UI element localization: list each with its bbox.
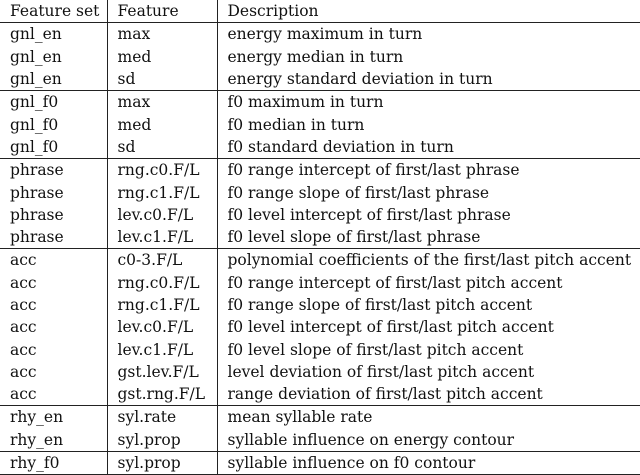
cell-feature-set: gnl_f0	[0, 136, 107, 159]
cell-description: f0 median in turn	[227, 115, 365, 134]
cell-description: f0 level intercept of first/last pitch accent	[227, 318, 554, 337]
cell-feature: gst.rng.F/L	[107, 383, 217, 406]
cell-description: range deviation of first/last pitch accent	[227, 385, 543, 404]
cell-description: polynomial coefficients of the first/last pitch accent	[217, 249, 640, 272]
table-row	[0, 136, 640, 159]
table-row	[0, 181, 640, 203]
cell-description: syllable influence on f0 contour	[217, 451, 640, 474]
cell-feature: syl.prop	[107, 429, 217, 452]
cell-feature-set: acc	[0, 361, 107, 383]
cell-feature-set: phrase	[0, 226, 107, 249]
cell-feature-set: gnl_f0	[0, 113, 107, 135]
cell-description: f0 range slope of first/last phrase	[227, 183, 490, 202]
cell-feature: lev.c0.F/L	[107, 316, 217, 338]
cell-feature-set: gnl_en	[0, 23, 107, 46]
table-row	[0, 316, 640, 338]
table-body	[0, 23, 640, 475]
cell-description: energy median in turn	[227, 47, 404, 66]
cell-feature-set: gnl_en	[0, 68, 107, 91]
cell-feature-set: acc	[0, 272, 107, 294]
table-row	[0, 451, 640, 474]
cell-feature: lev.c1.F/L	[107, 226, 217, 249]
table-row	[0, 249, 640, 272]
table-row	[0, 68, 640, 91]
cell-feature-set: acc	[0, 383, 107, 406]
cell-feature-set: acc	[0, 249, 107, 272]
cell-feature-set: gnl_en	[0, 46, 107, 68]
cell-feature-set: phrase	[0, 181, 107, 203]
cell-description: mean syllable rate	[217, 406, 640, 429]
cell-description: energy maximum in turn	[227, 25, 423, 44]
cell-description: f0 level slope of first/last phrase	[227, 228, 481, 247]
table-row	[0, 46, 640, 68]
cell-description: f0 level intercept of first/last phrase	[227, 205, 511, 224]
cell-description: f0 level slope of first/last pitch accent	[227, 340, 524, 359]
cell-description: f0 range slope of first/last pitch accent	[227, 296, 533, 314]
cell-feature-set: rhy_f0	[0, 451, 107, 474]
table-row	[0, 204, 640, 226]
cell-feature: med	[107, 46, 217, 68]
cell-feature-set: rhy_en	[0, 429, 107, 452]
cell-description: syllable influence on energy contour	[227, 430, 515, 449]
cell-description: f0 maximum in turn	[217, 91, 640, 114]
cell-feature: c0-3.F/L	[107, 249, 217, 272]
table-row	[0, 294, 640, 316]
cell-feature-set: acc	[0, 294, 107, 316]
table-header-row	[0, 0, 640, 23]
cell-feature: lev.c0.F/L	[107, 204, 217, 226]
cell-description: level deviation of first/last pitch accent	[227, 362, 535, 381]
cell-feature: lev.c1.F/L	[107, 338, 217, 360]
cell-feature-set: phrase	[0, 159, 107, 182]
cell-feature: med	[107, 113, 217, 135]
cell-feature-set: acc	[0, 316, 107, 338]
cell-feature: rng.c1.F/L	[107, 181, 217, 203]
table-row	[0, 159, 640, 182]
table-row	[0, 361, 640, 383]
cell-feature: syl.prop	[107, 451, 217, 474]
cell-feature: rng.c1.F/L	[107, 294, 217, 316]
table-row	[0, 91, 640, 114]
header-feature-set: Feature set	[0, 0, 107, 23]
cell-description: f0 standard deviation in turn	[227, 137, 454, 156]
cell-feature-set: rhy_en	[0, 406, 107, 429]
table-row	[0, 429, 640, 452]
cell-feature: sd	[107, 68, 217, 91]
cell-feature-set: acc	[0, 338, 107, 360]
header-description: Description	[217, 0, 640, 23]
cell-feature: max	[107, 23, 217, 46]
table-row	[0, 226, 640, 249]
cell-description: f0 range intercept of first/last phrase	[217, 159, 640, 182]
cell-feature: rng.c0.F/L	[107, 272, 217, 294]
table-row	[0, 406, 640, 429]
header-feature: Feature	[107, 0, 217, 23]
cell-description: energy standard deviation in turn	[227, 70, 493, 89]
cell-feature: max	[107, 91, 217, 114]
cell-feature-set: gnl_f0	[0, 91, 107, 114]
table-row	[0, 23, 640, 46]
table-row	[0, 338, 640, 360]
cell-feature: rng.c0.F/L	[107, 159, 217, 182]
cell-feature: syl.rate	[107, 406, 217, 429]
cell-feature: gst.lev.F/L	[107, 361, 217, 383]
table-row	[0, 113, 640, 135]
table-row	[0, 383, 640, 406]
cell-feature: sd	[107, 136, 217, 159]
cell-feature-set: phrase	[0, 204, 107, 226]
table-row	[0, 272, 640, 294]
cell-description: f0 range intercept of first/last pitch accent	[227, 273, 563, 292]
